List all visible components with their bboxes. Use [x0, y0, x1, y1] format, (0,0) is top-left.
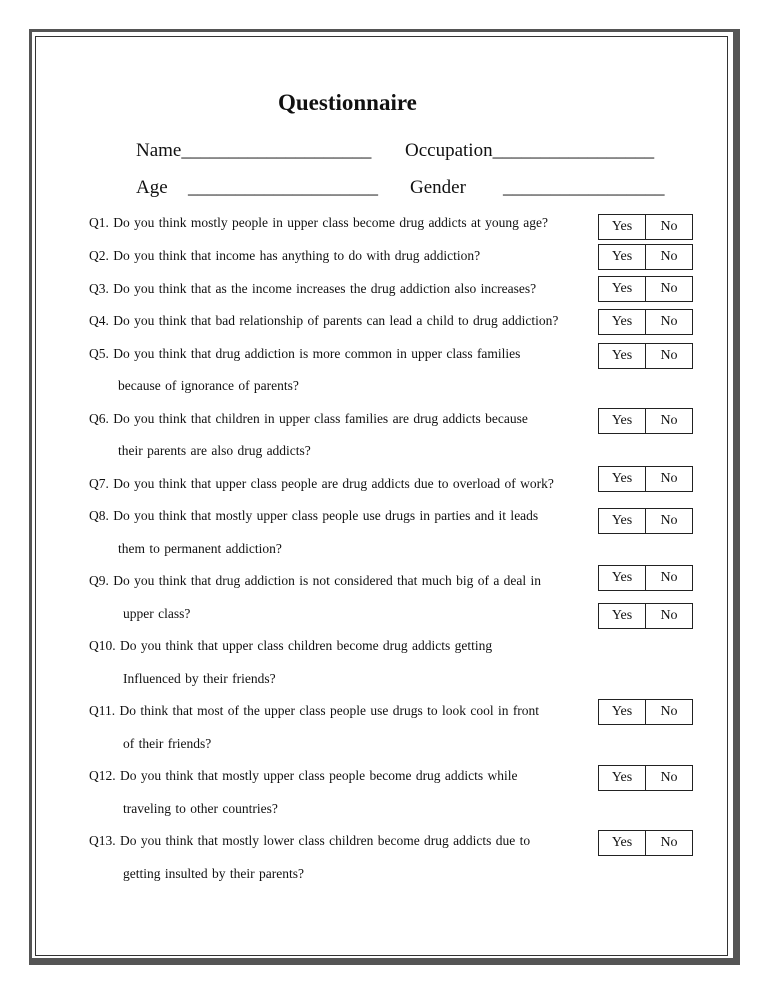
page-title: Questionnaire [278, 90, 417, 115]
question-8-continued: them to permanent addiction? [118, 541, 282, 556]
gender-field[interactable]: _________________ [503, 177, 665, 198]
yes-option[interactable]: Yes [599, 277, 646, 301]
question-6-continued: their parents are also drug addicts? [118, 443, 311, 458]
yes-option[interactable]: Yes [599, 467, 646, 491]
answer-box-q11 [598, 699, 693, 725]
yes-option[interactable]: Yes [599, 604, 646, 628]
yes-option[interactable]: Yes [599, 766, 646, 790]
no-option[interactable]: No [660, 704, 678, 719]
no-option[interactable]: No [660, 413, 678, 428]
no-option[interactable]: No [660, 281, 678, 296]
no-option[interactable]: No [660, 219, 678, 234]
answer-box-q1 [598, 214, 693, 240]
yes-option[interactable]: Yes [599, 566, 646, 590]
question-7: Q7. Do you think that upper class people are drug addicts due to overload of work? [89, 476, 554, 491]
no-option[interactable]: No [660, 471, 678, 486]
no-option[interactable]: No [660, 513, 678, 528]
question-6: Q6. Do you think that children in upper class families are drug addicts because [89, 411, 528, 426]
age-label: Age [136, 177, 168, 198]
yes-option[interactable]: Yes [599, 245, 646, 269]
answer-box-q9 [598, 565, 693, 591]
age-field[interactable]: ____________________ [188, 177, 378, 198]
question-9-continued: upper class? [123, 606, 191, 621]
name-field[interactable]: Name____________________ [136, 140, 372, 161]
answer-box-q2 [598, 244, 693, 270]
answer-box-q3 [598, 276, 693, 302]
yes-option[interactable]: Yes [599, 409, 646, 433]
answer-box-q13 [598, 830, 693, 856]
no-option[interactable]: No [660, 835, 678, 850]
question-8: Q8. Do you think that mostly upper class people use drugs in parties and it leads [89, 508, 539, 523]
yes-option[interactable]: Yes [599, 344, 646, 368]
answer-box-q4 [598, 309, 693, 335]
question-11: Q11. Do think that most of the upper class people use drugs to look cool in front [89, 703, 540, 718]
no-option[interactable]: No [660, 348, 678, 363]
no-option[interactable]: No [660, 249, 678, 264]
yes-option[interactable]: Yes [599, 831, 646, 855]
answer-box-q6 [598, 408, 693, 434]
occupation-field[interactable]: Occupation_________________ [405, 140, 655, 161]
answer-box-q5 [598, 343, 693, 369]
page-frame-inner [35, 36, 728, 956]
answer-box-q8 [598, 508, 693, 534]
yes-option[interactable]: Yes [599, 310, 646, 334]
no-option[interactable]: No [660, 570, 678, 585]
question-2: Q2. Do you think that income has anything to do with drug addiction? [89, 248, 481, 263]
answer-box-q10 [598, 603, 693, 629]
no-option[interactable]: No [660, 608, 678, 623]
question-12-continued: traveling to other countries? [123, 801, 278, 816]
question-4: Q4. Do you think that bad relationship of parents can lead a child to drug addiction? [89, 313, 559, 328]
no-option[interactable]: No [660, 314, 678, 329]
question-13-continued: getting insulted by their parents? [123, 866, 304, 881]
yes-option[interactable]: Yes [599, 215, 646, 239]
question-9: Q9. Do you think that drug addiction is not considered that much big of a deal in [89, 573, 542, 588]
question-3: Q3. Do you think that as the income increases the drug addiction also increases? [89, 281, 537, 296]
question-5: Q5. Do you think that drug addiction is more common in upper class families [89, 346, 521, 361]
yes-option[interactable]: Yes [599, 700, 646, 724]
no-option[interactable]: No [660, 770, 678, 785]
yes-option[interactable]: Yes [599, 509, 646, 533]
answer-box-q12 [598, 765, 693, 791]
question-10-continued: Influenced by their friends? [123, 671, 276, 686]
question-12: Q12. Do you think that mostly upper class people become drug addicts while [89, 768, 518, 783]
question-1: Q1. Do you think mostly people in upper class become drug addicts at young age? [89, 215, 549, 230]
question-10: Q10. Do you think that upper class children become drug addicts getting [89, 638, 493, 653]
question-5-continued: because of ignorance of parents? [118, 378, 299, 393]
question-11-continued: of their friends? [123, 736, 212, 751]
answer-box-q7 [598, 466, 693, 492]
gender-label: Gender [410, 177, 466, 198]
question-13: Q13. Do you think that mostly lower class children become drug addicts due to [89, 833, 531, 848]
